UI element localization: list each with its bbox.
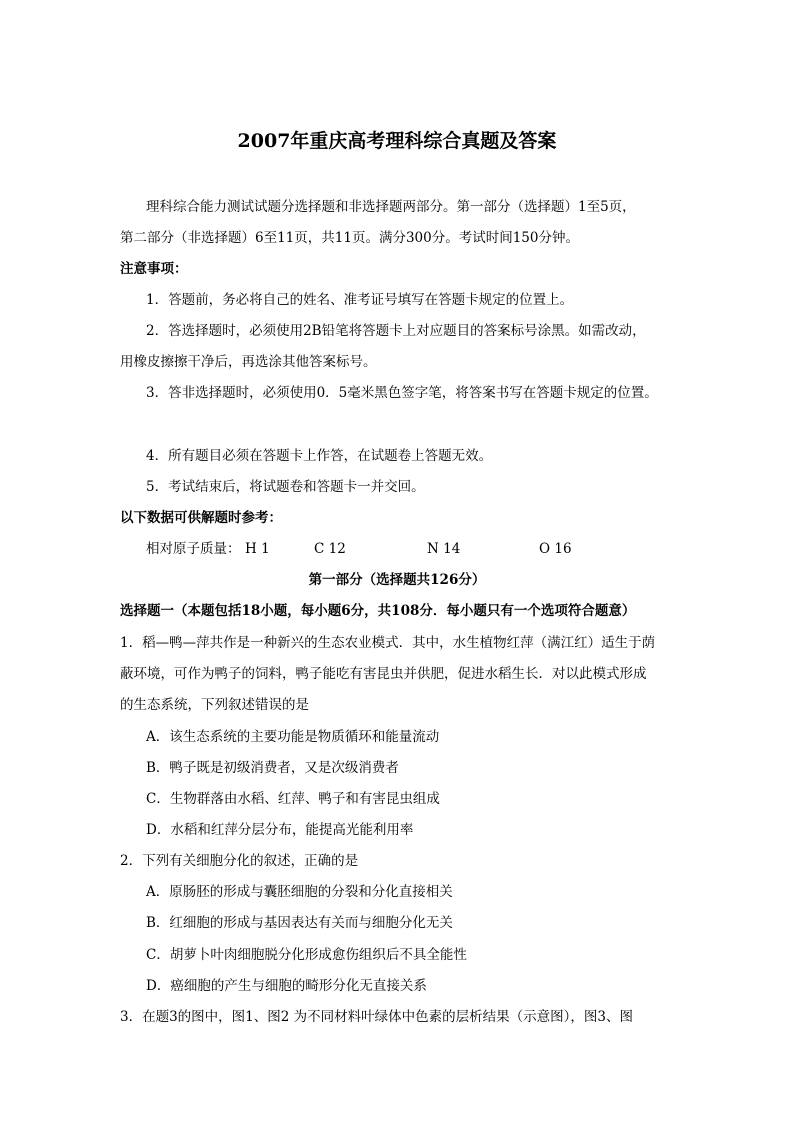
q2-option-a: A．原肠胚的形成与囊胚细胞的分裂和分化直接相关 [146, 884, 453, 900]
reference-heading: 以下数据可供解题时参考： [120, 510, 282, 526]
q1-stem-line-1: 1．稻—鸭—萍共作是一种新兴的生态农业模式．其中，水生植物红萍（满江红）适生于荫 [120, 635, 656, 651]
notes-item-4: 4．所有题目必须在答题卡上作答，在试题卷上答题无效。 [146, 448, 493, 464]
intro-line-2: 第二部分（非选择题）6至11页，共11页。满分300分。考试时间150分钟。 [120, 230, 579, 246]
atomic-mass-label: 相对原子质量： [146, 541, 241, 557]
q2-option-c: C．胡萝卜叶肉细胞脱分化形成愈伤组织后不具全能性 [146, 947, 467, 963]
q2-option-d: D．癌细胞的产生与细胞的畸形分化无直接关系 [146, 978, 427, 994]
q2-option-b: B．红细胞的形成与基因表达有关而与细胞分化无关 [146, 915, 453, 931]
q1-option-b: B．鸭子既是初级消费者，又是次级消费者 [146, 760, 399, 776]
q1-option-a: A．该生态系统的主要功能是物质循环和能量流动 [146, 729, 440, 745]
part1-heading: 第一部分（选择题共126分） [308, 572, 486, 588]
section-heading: 选择题一（本题包括18小题，每小题6分，共108分．每小题只有一个选项符合题意） [120, 603, 636, 619]
atomic-mass-n: N 14 [427, 541, 461, 557]
notes-item-3: 3．答非选择题时，必须使用0．5毫米黑色签字笔，将答案书写在答题卡规定的位置。 [146, 385, 658, 401]
q1-stem-line-3: 的生态系统，下列叙述错误的是 [120, 697, 309, 713]
notes-item-5: 5．考试结束后，将试题卷和答题卡一并交回。 [146, 479, 425, 495]
atomic-mass-h: H 1 [245, 541, 270, 557]
notes-item-2-line-1: 2．答选择题时，必须使用2B铅笔将答题卡上对应题目的答案标号涂黑。如需改动， [146, 323, 646, 339]
atomic-mass-c: C 12 [314, 541, 346, 557]
atomic-mass-o: O 16 [539, 541, 572, 557]
notes-item-2-line-2: 用橡皮擦擦干净后，再选涂其他答案标号。 [120, 354, 377, 370]
q1-option-c: C．生物群落由水稻、红萍、鸭子和有害昆虫组成 [146, 791, 440, 807]
document-title: 2007年重庆高考理科综合真题及答案 [237, 130, 557, 152]
notes-heading: 注意事项： [120, 261, 188, 277]
q2-stem: 2．下列有关细胞分化的叙述，正确的是 [120, 853, 359, 869]
intro-line-1: 理科综合能力测试试题分选择题和非选择题两部分。第一部分（选择题）1至5页， [146, 199, 636, 215]
notes-item-1: 1．答题前，务必将自己的姓名、准考证号填写在答题卡规定的位置上。 [146, 292, 574, 308]
q1-stem-line-2: 蔽环境，可作为鸭子的饲料，鸭子能吃有害昆虫并供肥，促进水稻生长．对以此模式形成 [120, 666, 647, 682]
q1-option-d: D．水稻和红萍分层分布，能提高光能利用率 [146, 822, 414, 838]
q3-stem-line-1: 3．在题3的图中，图1、图2 为不同材料叶绿体中色素的层析结果（示意图），图3、图 [120, 1009, 633, 1025]
